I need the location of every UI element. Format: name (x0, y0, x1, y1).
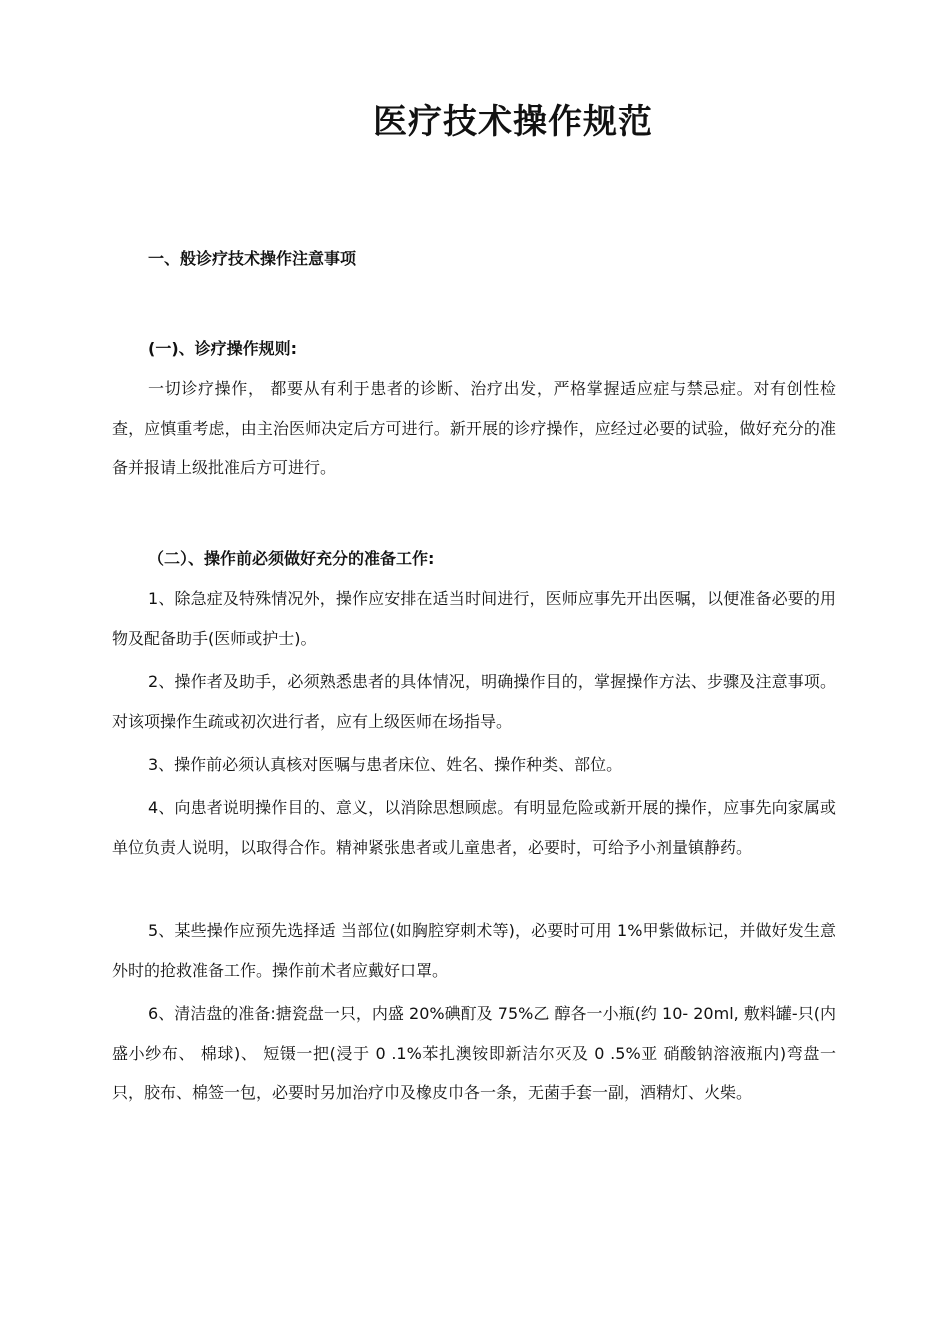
list-item: 5、某些操作应预先选择适 当部位(如胸腔穿刺术等)，必要时可用 1%甲紫做标记，并做好发生意外时的抢救准备工作。操作前术者应戴好口罩。 (112, 921, 836, 980)
document-title: 医疗技术操作规范 (373, 102, 653, 142)
subsection-heading-1: (一)、诊疗操作规则: (148, 339, 298, 358)
paragraph-operation-rules: 一切诊疗操作， 都要从有利于患者的诊断、治疗出发，严格掌握适应症与禁忌症。对有创性检查，应慎重考虑，由主治医师决定后方可进行。新开展的诊疗操作，应经过必要的试验，做好充分的准备并报请上级批准后方可进行。 (112, 379, 836, 477)
subsection-heading-2: （二）、操作前必须做好充分的准备工作: (148, 549, 435, 568)
list-item: 2、操作者及助手，必须熟悉患者的具体情况，明确操作目的，掌握操作方法、步骤及注意事项。对该项操作生疏或初次进行者，应有上级医师在场指导。 (112, 672, 836, 731)
list-item: 6、清洁盘的准备:搪瓷盘一只，内盛 20%碘酊及 75%乙 醇各一小瓶(约 10- 20ml, 敷料罐-只(内盛小纱布、 棉球)、 短镊一把(浸于 0 .1%苯扎澳铵即新洁尔灭及 0 .5%亚 硝酸钠溶液瓶内)弯盘一只，胶布、棉签一包，必要时另加治疗巾及橡皮巾各一条，无菌手套一副，酒精灯、火柴。 (112, 1004, 836, 1102)
section-heading: 一、般诊疗技术操作注意事项 (148, 249, 357, 268)
list-item: 3、操作前必须认真核对医嘱与患者床位、姓名、操作种类、部位。 (148, 755, 623, 774)
list-item: 4、向患者说明操作目的、意义，以消除思想顾虑。有明显危险或新开展的操作，应事先向家属或单位负责人说明，以取得合作。精神紧张患者或儿童患者，必要时，可给予小剂量镇静药。 (112, 798, 836, 857)
list-item: 1、除急症及特殊情况外，操作应安排在适当时间进行，医师应事先开出医嘱，以便准备必要的用物及配备助手(医师或护士)。 (112, 589, 836, 648)
